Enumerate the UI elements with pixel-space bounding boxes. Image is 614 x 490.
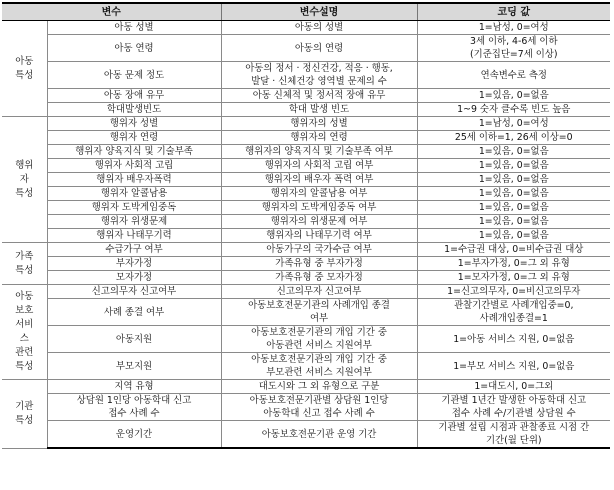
variable-cell — [47, 131, 221, 145]
description-cell-text: 대도시와 그 외 유형으로 구분 — [258, 381, 380, 392]
table-row — [2, 299, 610, 326]
table-body — [2, 21, 610, 449]
variable-cell — [47, 380, 221, 394]
category-label-line: 자 — [19, 173, 29, 185]
coding-cell-text: 3세 이하, 4-6세 이하 — [469, 36, 558, 47]
coding-cell-text: 1=모자가정, 0=그 외 유형 — [457, 272, 570, 283]
variable-cell — [47, 103, 221, 117]
description-cell — [221, 117, 417, 131]
table-row — [2, 201, 610, 215]
category-label-line: 특성 — [15, 187, 34, 199]
category-label-line: 기관 — [15, 400, 34, 412]
coding-cell-text: 25세 이하=1, 26세 이상=0 — [454, 132, 573, 143]
description-cell — [221, 62, 417, 89]
variable-cell — [47, 145, 221, 159]
description-cell-text: 아동의 정서 · 정신건강, 적응 · 행동, — [245, 63, 393, 74]
variable-cell-text: 부모지원 — [115, 360, 153, 372]
coding-cell-text: 1=있음, 0=없음 — [478, 230, 549, 241]
coding-cell — [417, 353, 610, 380]
description-cell — [221, 21, 417, 35]
variable-cell — [47, 299, 221, 326]
variable-cell-text: 사례 종결 여부 — [103, 306, 165, 318]
variable-cell — [47, 159, 221, 173]
coding-cell-text: 1~9 숫자 클수록 빈도 높음 — [457, 104, 571, 115]
variable-cell-text: 행위자 양육지식 및 기술부족 — [75, 146, 193, 157]
table-row — [2, 35, 610, 62]
variable-cell-text: 학대발생빈도 — [106, 104, 162, 115]
table-row — [2, 380, 610, 394]
coding-cell — [417, 421, 610, 449]
coding-cell — [417, 173, 610, 187]
category-cell-institution — [2, 380, 47, 449]
description-cell — [221, 257, 417, 271]
description-cell-text: 가족유형 중 부자가정 — [275, 258, 363, 269]
description-cell-text: 여부 — [309, 313, 329, 324]
description-cell — [221, 421, 417, 449]
category-label-line: 행위 — [15, 159, 34, 171]
description-cell-text: 아동가구의 국가수급 여부 — [266, 244, 372, 255]
coding-cell — [417, 145, 610, 159]
table-row — [2, 421, 610, 449]
description-cell-text: 아동의 성별 — [294, 22, 344, 33]
category-label-line: 특성 — [15, 264, 34, 276]
variable-cell-text: 운영기간 — [115, 428, 153, 440]
table-row — [2, 243, 610, 257]
table-row — [2, 103, 610, 117]
description-cell — [221, 187, 417, 201]
description-cell-text: 아동보호전문기관의 개입 기간 중 — [251, 327, 387, 338]
coding-cell-text: 1=신고의무자, 0=비신고의무자 — [447, 286, 581, 297]
coding-cell-text: 1=있음, 0=없음 — [478, 202, 549, 213]
category-label-line: 특성 — [15, 361, 34, 372]
variable-cell-text: 아동 성별 — [114, 22, 154, 33]
table-row — [2, 159, 610, 173]
variable-cell — [47, 326, 221, 353]
variable-cell — [47, 21, 221, 35]
description-cell-text: 행위자의 도박게임중독 여부 — [261, 202, 377, 213]
variable-cell-text: 아동 문제 정도 — [103, 69, 165, 81]
category-label-line: 아동 — [15, 55, 34, 67]
category-cell-family — [2, 243, 47, 285]
description-cell-text: 행위자의 성별 — [290, 118, 348, 129]
category-cell-service — [2, 285, 47, 380]
coding-cell-text: 1=있음, 0=없음 — [478, 216, 549, 227]
variable-cell — [47, 229, 221, 243]
variable-cell-text: 행위자 배우자폭력 — [96, 174, 172, 185]
description-cell — [221, 380, 417, 394]
description-cell — [221, 131, 417, 145]
table-row — [2, 229, 610, 243]
description-cell — [221, 103, 417, 117]
coding-cell-text: 연속변수로 측정 — [480, 69, 547, 81]
coding-cell — [417, 159, 610, 173]
description-cell-text: 행위자의 나태무기력 여부 — [266, 230, 372, 241]
description-cell-text: 행위자의 배우자 폭력 여부 — [264, 174, 374, 185]
description-cell — [221, 145, 417, 159]
variable-cell — [47, 117, 221, 131]
description-cell-text: 행위자의 연령 — [290, 132, 348, 143]
description-cell-text: 아동보호전문기관 운영 기간 — [261, 428, 377, 440]
variable-cell-text: 수급가구 여부 — [105, 244, 163, 255]
coding-cell-text: 1=수급권 대상, 0=비수급권 대상 — [444, 244, 584, 255]
description-cell — [221, 353, 417, 380]
coding-cell-text: 1=부자가정, 0=그 외 유형 — [457, 258, 570, 269]
table-header-row — [2, 3, 610, 21]
variable-cell-text: 상담원 1인당 아동학대 신고 — [76, 395, 192, 406]
category-label-line: 아동 — [15, 291, 34, 302]
category-label-line: 가족 — [15, 250, 34, 262]
coding-cell — [417, 243, 610, 257]
variable-cell-text: 행위자 도박게임중독 — [91, 202, 177, 213]
coding-cell — [417, 187, 610, 201]
table-row — [2, 394, 610, 421]
variable-cell-text: 행위자 연령 — [109, 132, 159, 143]
variable-cell — [47, 215, 221, 229]
table-row — [2, 326, 610, 353]
header-coding-value: 코딩 값 — [417, 3, 610, 21]
variable-cell-text: 아동지원 — [115, 333, 153, 345]
coding-cell-text: 1=대도시, 0=그외 — [474, 381, 554, 392]
variable-cell-text: 행위자 성별 — [109, 118, 159, 129]
coding-cell-text: 1=아동 서비스 지원, 0=없음 — [453, 333, 575, 345]
coding-cell-text: 관찰기간별로 사례개입중=0, — [454, 300, 574, 311]
description-cell — [221, 35, 417, 62]
header-description: 변수설명 — [221, 3, 417, 21]
description-cell — [221, 201, 417, 215]
coding-cell-text: 1=있음, 0=없음 — [478, 174, 549, 185]
table-row — [2, 285, 610, 299]
variable-cell — [47, 173, 221, 187]
table-row — [2, 173, 610, 187]
variable-cell — [47, 187, 221, 201]
description-cell-text: 행위자의 위생문제 여부 — [270, 216, 368, 227]
coding-cell — [417, 215, 610, 229]
table-row — [2, 21, 610, 35]
category-label-line: 특성 — [15, 414, 34, 426]
description-cell — [221, 173, 417, 187]
coding-cell — [417, 299, 610, 326]
table-row — [2, 145, 610, 159]
variable-cell — [47, 257, 221, 271]
variable-cell — [47, 62, 221, 89]
coding-cell-text: 1=있음, 0=없음 — [478, 146, 549, 157]
description-cell-text: 아동학대 신고 접수 사례 수 — [263, 408, 375, 419]
coding-cell-text: 1=있음, 0=없음 — [478, 188, 549, 199]
variable-cell — [47, 35, 221, 62]
coding-cell-text: 1=있음, 0=없음 — [478, 90, 549, 101]
coding-cell — [417, 380, 610, 394]
coding-cell-text: 접수 사례 수/기관별 상담원 수 — [451, 408, 576, 419]
variable-cell-text: 아동 연령 — [114, 42, 154, 54]
coding-cell-text: 사례개입종결=1 — [479, 313, 548, 324]
category-label-line: 관련 — [15, 347, 34, 358]
coding-cell-text: 기관별 1년간 발생한 아동학대 신고 — [441, 395, 587, 406]
coding-cell-text: 1=부모 서비스 지원, 0=없음 — [453, 360, 575, 372]
coding-cell — [417, 326, 610, 353]
description-cell-text: 아동 신체적 및 정서적 장애 유무 — [252, 90, 386, 101]
coding-cell — [417, 201, 610, 215]
table-row — [2, 353, 610, 380]
description-cell — [221, 215, 417, 229]
variable-cell-text: 접수 사례 수 — [108, 408, 160, 419]
coding-cell — [417, 89, 610, 103]
description-cell-text: 발달 · 신체건강 영역별 문제의 수 — [251, 76, 387, 87]
coding-cell — [417, 117, 610, 131]
variable-cell-text: 아동 장애 유무 — [103, 90, 165, 101]
description-cell-text: 가족유형 중 모자가정 — [275, 272, 363, 283]
variable-table-container — [2, 2, 610, 449]
table-row — [2, 271, 610, 285]
description-cell-text: 행위자의 알콜남용 여부 — [270, 188, 368, 199]
description-cell — [221, 229, 417, 243]
variable-cell-text: 모자가정 — [115, 272, 153, 283]
variable-cell — [47, 243, 221, 257]
category-label-line: 보호 — [15, 305, 34, 316]
coding-cell — [417, 271, 610, 285]
description-cell — [221, 243, 417, 257]
variable-cell — [47, 201, 221, 215]
table-row — [2, 62, 610, 89]
variable-cell-text: 지역 유형 — [114, 381, 154, 392]
description-cell-text: 아동보호전문기관의 개입 기간 중 — [251, 354, 387, 365]
description-cell-text: 학대 발생 빈도 — [288, 104, 350, 115]
variable-cell-text: 행위자 알콜남용 — [100, 188, 168, 199]
coding-cell — [417, 131, 610, 145]
table-row — [2, 215, 610, 229]
description-cell — [221, 326, 417, 353]
coding-cell — [417, 103, 610, 117]
variable-cell — [47, 394, 221, 421]
variable-cell-text: 행위자 위생문제 — [100, 216, 168, 227]
table-row — [2, 187, 610, 201]
variable-cell-text: 행위자 나태무기력 — [96, 230, 172, 241]
variable-cell — [47, 285, 221, 299]
category-cell-child — [2, 21, 47, 117]
variable-cell-text: 부자가정 — [115, 258, 153, 269]
description-cell — [221, 89, 417, 103]
category-label-line: 스 — [19, 333, 29, 344]
variable-coding-table — [2, 2, 610, 449]
description-cell — [221, 285, 417, 299]
table-row — [2, 117, 610, 131]
coding-cell-text: 1=남성, 0=여성 — [478, 22, 549, 33]
coding-cell — [417, 257, 610, 271]
variable-cell — [47, 271, 221, 285]
description-cell-text: 아동보호전문기관의 사례개입 종결 — [248, 300, 390, 311]
description-cell-text: 행위자의 사회적 고립 여부 — [264, 160, 374, 171]
variable-cell-text: 행위자 사회적 고립 — [94, 160, 174, 171]
category-cell-perpetrator — [2, 117, 47, 243]
coding-cell-text: 1=있음, 0=없음 — [478, 160, 549, 171]
description-cell-text: 신고의무자 신고여부 — [276, 286, 362, 297]
variable-cell — [47, 89, 221, 103]
coding-cell-text: 기관별 설립 시점과 관찰종료 시점 간 — [438, 422, 590, 433]
coding-cell — [417, 21, 610, 35]
table-row — [2, 131, 610, 145]
variable-cell — [47, 421, 221, 449]
coding-cell-text: 기간(월 단위) — [485, 435, 542, 446]
coding-cell — [417, 285, 610, 299]
description-cell-text: 아동의 연령 — [294, 42, 344, 54]
description-cell-text: 부모관련 서비스 지원여부 — [266, 367, 372, 378]
coding-cell — [417, 35, 610, 62]
category-label-line: 서비 — [15, 319, 34, 330]
coding-cell — [417, 62, 610, 89]
coding-cell — [417, 394, 610, 421]
coding-cell — [417, 229, 610, 243]
description-cell — [221, 394, 417, 421]
table-row — [2, 89, 610, 103]
variable-cell — [47, 353, 221, 380]
table-row — [2, 257, 610, 271]
description-cell-text: 행위자의 양육지식 및 기술부족 여부 — [245, 146, 393, 157]
description-cell — [221, 299, 417, 326]
variable-cell-text: 신고의무자 신고여부 — [91, 286, 177, 297]
description-cell — [221, 271, 417, 285]
description-cell — [221, 159, 417, 173]
header-variable: 변수 — [2, 3, 221, 21]
description-cell-text: 아동보호전문기관별 상담원 1인당 — [249, 395, 389, 406]
description-cell-text: 아동관련 서비스 지원여부 — [266, 340, 372, 351]
coding-cell-text: 1=남성, 0=여성 — [478, 118, 549, 129]
category-label-line: 특성 — [15, 69, 34, 81]
coding-cell-text: (기준집단=7세 이상) — [470, 49, 558, 60]
